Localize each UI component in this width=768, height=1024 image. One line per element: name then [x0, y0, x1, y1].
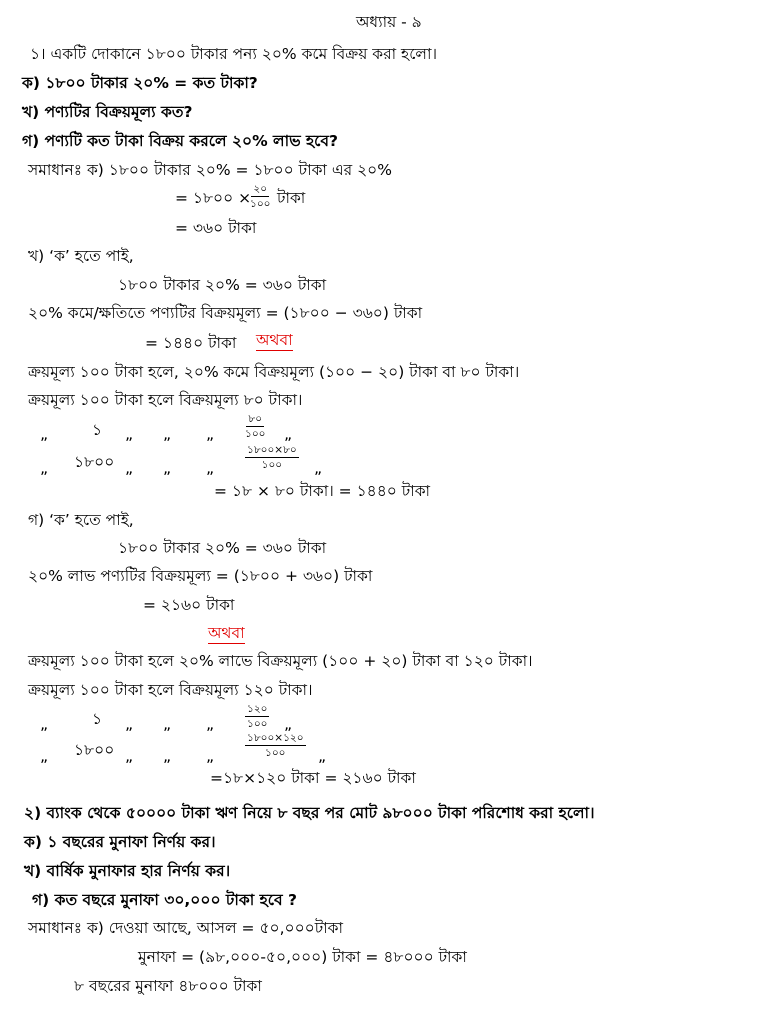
question-2a: ক) ১ বছরের মুনাফা নির্ণয় কর। [24, 833, 216, 851]
or-label [208, 623, 245, 643]
fraction-numerator: ২০ [253, 183, 268, 195]
ditto-mark: „ [206, 459, 215, 477]
solution-1a-line3: = ৩৬০ টাকা [175, 219, 257, 237]
number-one: ১ [92, 421, 103, 439]
solution-1b-alt2: ক্রয়মূল্য ১০০ টাকা হলে বিক্রয়মূল্য ৮০ টাকা। [28, 391, 303, 409]
chapter-title: অধ্যায় - ৯ [356, 13, 422, 31]
question-2b: খ) বার্ষিক মুনাফার হার নির্ণয় কর। [24, 862, 231, 880]
solution-1b-result: = ১৮ × ৮০ টাকা। = ১৪৪০ টাকা [214, 482, 431, 500]
or-text: অথবা [208, 624, 245, 642]
ditto-mark: „ [125, 459, 134, 477]
question-2c: গ) কত বছরে মুনাফা ৩০,০০০ টাকা হবে ? [32, 891, 297, 909]
question-1b: খ) পণ্যটির বিক্রয়মূল্য কত? [22, 103, 193, 121]
ditto-mark: „ [40, 715, 49, 733]
fraction-denominator: ১০০ [250, 198, 271, 210]
number-one: ১ [92, 710, 103, 728]
or-text: অথবা [256, 331, 293, 349]
question-1a: ক) ১৮০০ টাকার ২০% = কত টাকা? [22, 74, 258, 92]
solution-2-line2: মুনাফা = (৯৮,০০০-৫০,০০০) টাকা = ৪৮০০০ টাকা [138, 948, 467, 966]
ditto-mark: „ [40, 425, 49, 443]
fraction-denominator: ১০০ [245, 428, 266, 440]
ditto-mark: „ [318, 747, 327, 765]
ditto-mark: „ [163, 747, 172, 765]
solution-1b-head: খ) ‘ক’ হতে পাই, [28, 247, 134, 265]
solution-1c-line1: ১৮০০ টাকার ২০% = ৩৬০ টাকা [118, 539, 327, 557]
fraction-120-over-100 [245, 703, 269, 730]
solution-1c-line2: ২০% লাভ পণ্যটির বিক্রয়মূল্য = (১৮০০ + ৩৬০) টাকা [28, 567, 373, 585]
solution-1c-line3: = ২১৬০ টাকা [143, 596, 235, 614]
solution-1c-result: =১৮×১২০ টাকা = ২১৬০ টাকা [210, 769, 416, 787]
ditto-mark: „ [125, 715, 134, 733]
fraction-numerator: ১৮০০×১২০ [247, 732, 304, 744]
ditto-mark: „ [206, 715, 215, 733]
ditto-mark: „ [40, 747, 49, 765]
fraction-denominator: ১০০ [247, 718, 268, 730]
fraction-80-over-100 [245, 413, 265, 440]
ditto-mark: „ [163, 715, 172, 733]
fraction-numerator: ১২০ [247, 703, 268, 715]
question-1c: গ) পণ্যটি কত টাকা বিক্রয় করলে ২০% লাভ হবে? [22, 132, 339, 150]
solution-2-line3: ৮ বছরের মুনাফা ৪৮০০০ টাকা [74, 977, 262, 995]
fraction-1800x80-over-100 [245, 444, 299, 471]
solution-1c-head: গ) ‘ক’ হতে পাই, [28, 511, 134, 529]
number-1800: ১৮০০ [74, 741, 115, 759]
solution-1b-line2: ২০% কমে/ক্ষতিতে পণ্যটির বিক্রয়মূল্য = (১৮০০ − ৩৬০) টাকা [28, 304, 423, 322]
solution-2-line1: সমাধানঃ ক) দেওয়া আছে, আসল = ৫০,০০০টাকা [28, 919, 344, 937]
ditto-mark: „ [163, 425, 172, 443]
solution-1a-line1: সমাধানঃ ক) ১৮০০ টাকার ২০% = ১৮০০ টাকা এর ২০% [28, 161, 392, 179]
solution-1b-line3: = ১৪৪০ টাকা [145, 334, 237, 352]
ditto-mark: „ [284, 715, 293, 733]
fraction-numerator: ১৮০০×৮০ [247, 444, 297, 456]
fraction-1800x120-over-100 [245, 732, 306, 759]
solution-1b-line1: ১৮০০ টাকার ২০% = ৩৬০ টাকা [118, 276, 327, 294]
ditto-mark: „ [125, 425, 134, 443]
fraction-denominator: ১০০ [261, 459, 283, 471]
ditto-mark: „ [284, 425, 293, 443]
or-label [256, 330, 293, 350]
ditto-mark: „ [163, 459, 172, 477]
ditto-mark: „ [125, 747, 134, 765]
ditto-mark: „ [206, 425, 215, 443]
solution-1c-alt1: ক্রয়মূল্য ১০০ টাকা হলে ২০% লাভে বিক্রয়মূল্য (১০০ + ২০) টাকা বা ১২০ টাকা। [28, 652, 533, 670]
question-1-statement: ১। একটি দোকানে ১৮০০ টাকার পন্য ২০% কমে বিক্রয় করা হলো। [30, 45, 438, 63]
fraction-numerator: ৮০ [248, 413, 263, 425]
fraction-20-over-100 [250, 183, 270, 210]
ditto-mark: „ [40, 459, 49, 477]
fraction-denominator: ১০০ [265, 747, 286, 759]
solution-1a-line2-suffix: টাকা [277, 189, 306, 207]
ditto-mark: „ [314, 459, 323, 477]
question-2-statement: ২) ব্যাংক থেকে ৫০০০০ টাকা ঋণ নিয়ে ৮ বছর পর মোট ৯৮০০০ টাকা পরিশোধ করা হলো। [24, 804, 595, 822]
solution-1a-line2-prefix: = ১৮০০ × [175, 189, 252, 207]
solution-1c-alt2: ক্রয়মূল্য ১০০ টাকা হলে বিক্রয়মূল্য ১২০ টাকা। [28, 681, 313, 699]
solution-1b-alt1: ক্রয়মূল্য ১০০ টাকা হলে, ২০% কমে বিক্রয়মূল্য (১০০ − ২০) টাকা বা ৮০ টাকা। [28, 363, 520, 381]
number-1800: ১৮০০ [74, 453, 115, 471]
ditto-mark: „ [206, 747, 215, 765]
